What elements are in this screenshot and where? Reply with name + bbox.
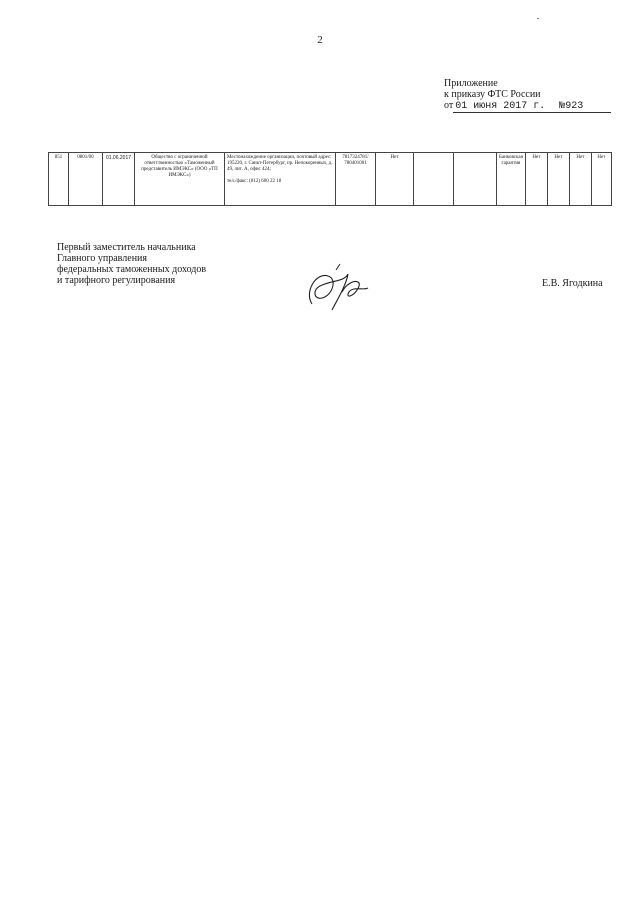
scan-speck [537,18,539,19]
phone-text: тел./факс: (812) 600 22 18 [227,179,282,184]
cell-date: 01.06.2017 [103,153,135,206]
appendix-date-prefix: от [444,100,454,111]
cell-col10: Нет [525,153,547,206]
address-text: Местонахождение организации, почтовый адрес: 195220, г. Санкт-Петербург, пр. Непокоренных, д. 49, лит. А, офис 424; [227,155,333,172]
cell-col13: Нет [591,153,611,206]
appendix-order-ref: к приказу ФТС России [444,89,541,100]
handwritten-signature [302,262,372,314]
cell-col7 [414,153,454,206]
appendix-title: Приложение [444,78,498,89]
signatory-name: Е.В. Ягодкина [542,278,603,289]
signatory-title-line: Главного управления [57,253,147,264]
appendix-order-number: №923 [557,101,611,113]
cell-col11: Нет [547,153,569,206]
signatory-title [57,242,206,286]
appendix-date: 01 июня 2017 г. [453,101,557,113]
cell-guarantee: Банковская гарантия [497,153,526,206]
cell-col6: Нет [376,153,414,206]
cell-organization-name: Общество с ограниченной ответственностью «Таможенный представитель ИМЭКС» (ООО «ТП ИМЭКС») [135,153,225,206]
cell-address [225,153,336,206]
table-row [49,153,612,206]
registry-table [48,152,612,206]
cell-code: 0801/00 [69,153,103,206]
cell-col8 [454,153,497,206]
cell-inn-kpp: 7817324781/ 780401001 [336,153,376,206]
signatory-title-line: Первый заместитель начальника [57,242,196,253]
cell-col12: Нет [569,153,591,206]
appendix-header [444,78,611,113]
signatory-title-line: и тарифного регулирования [57,275,176,286]
page-number: 2 [317,34,323,46]
signatory-title-line: федеральных таможенных доходов [57,264,207,275]
cell-number: 851 [49,153,69,206]
appendix-date-line [444,100,611,113]
